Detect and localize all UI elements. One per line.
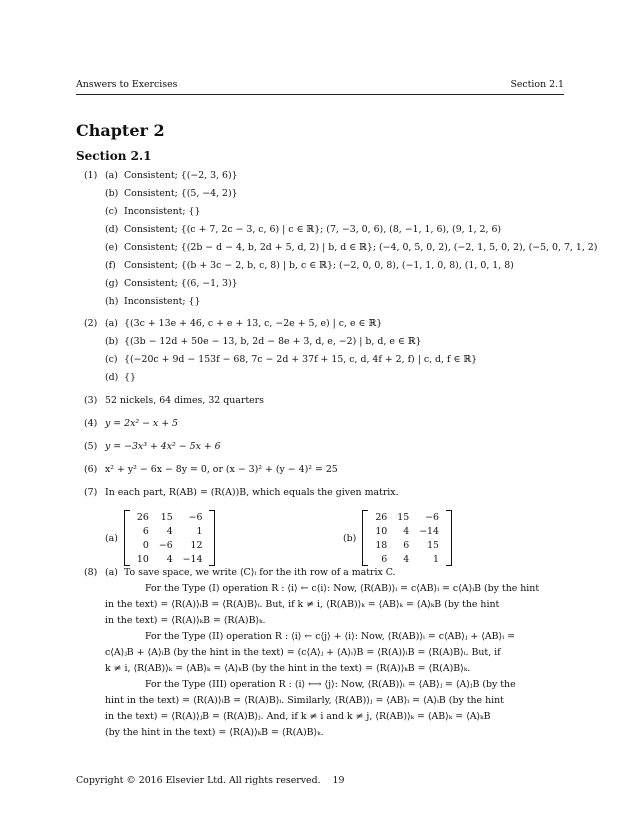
matrix-row — [370, 538, 444, 552]
matrix-b — [362, 510, 452, 566]
matrix-cell: 4 — [403, 525, 410, 537]
answer-text: y = −3x³ + 4x² − 5x + 6 — [105, 441, 221, 452]
exercise-number: (7) — [84, 487, 98, 498]
proof-line: in the text) = ⟨R(A)⟩ⱼB = ⟨R(A)B⟩ⱼ. And, if k ≠ i and k ≠ j, ⟨R(AB)⟩ₖ = ⟨AB⟩ₖ = ⟨A⟩ₖB — [105, 711, 491, 722]
matrix-cell: 10 — [375, 525, 388, 537]
answer-text: Consistent; {(c + 7, 2c − 3, c, 6) | c ∈ ℝ}; (7, −3, 0, 6), (8, −1, 1, 6), (9, 1, 2, 6) — [124, 224, 502, 235]
part-label: (f) — [105, 260, 116, 271]
matrix-block-b — [343, 510, 452, 566]
answer-text: Consistent; {(6, −1, 3)} — [124, 278, 238, 289]
matrix-cell: 6 — [381, 553, 388, 565]
part-label: (b) — [343, 532, 357, 544]
matrix-cell: 1 — [433, 553, 439, 565]
exercise-number: (1) — [84, 170, 98, 181]
answer-text: {(3b − 12d + 50e − 13, b, 2d − 8e + 3, d, e, −2) | b, d, e ∈ ℝ} — [124, 336, 422, 347]
matrix-cell: 4 — [403, 553, 410, 565]
matrix-cell: 10 — [136, 553, 149, 565]
answer-text: {(−20c + 9d − 153f − 68, 7c − 2d + 37f + 15, c, d, 4f + 2, f) | c, d, f ∈ ℝ} — [124, 354, 478, 365]
part-label: (a) — [105, 318, 118, 329]
proof-line: To save space, we write ⟨C⟩ᵢ for the ith row of a matrix C. — [124, 567, 396, 578]
chapter-title: Chapter 2 — [76, 121, 165, 140]
matrix-cell: 26 — [375, 511, 388, 523]
answer-text: Consistent; {(−2, 3, 6)} — [124, 170, 238, 181]
answer-text: Consistent; {(5, −4, 2)} — [124, 188, 238, 199]
matrix-cell: −14 — [419, 525, 439, 537]
matrix-cell: 4 — [166, 553, 173, 565]
part-label: (b) — [105, 336, 119, 347]
matrix-block-a — [105, 510, 215, 566]
answer-text: {(3c + 13e + 46, c + e + 13, c, −2e + 5, e) | c, e ∈ ℝ} — [124, 318, 383, 329]
matrix-row — [132, 510, 208, 524]
exercise-number: (8) — [84, 567, 98, 578]
answer-text: In each part, R(AB) = (R(A))B, which equals the given matrix. — [105, 487, 399, 498]
part-label: (d) — [105, 224, 119, 235]
matrix-row — [132, 524, 208, 538]
answer-text: Consistent; {(b + 3c − 2, b, c, 8) | b, c ∈ ℝ}; (−2, 0, 0, 8), (−1, 1, 0, 8), (1, 0, 1, 8) — [124, 260, 514, 271]
matrix-row — [370, 524, 444, 538]
exercise-number: (5) — [84, 441, 98, 452]
answer-text: Inconsistent; {} — [124, 206, 201, 217]
answer-text: {} — [124, 372, 136, 383]
part-label: (e) — [105, 242, 118, 253]
part-label: (b) — [105, 188, 119, 199]
proof-line: For the Type (II) operation R : ⟨i⟩ ← c⟨j⟩ + ⟨i⟩: Now, ⟨R(AB)⟩ᵢ = c⟨AB⟩ⱼ + ⟨AB⟩ᵢ = — [145, 631, 515, 642]
matrix-cell: 18 — [375, 539, 388, 551]
exercise-number: (6) — [84, 464, 98, 475]
matrix-row — [370, 510, 444, 524]
proof-line: (by the hint in the text) = ⟨R(A)⟩ₖB = ⟨R(A)B⟩ₖ. — [105, 727, 324, 738]
matrix-cell: 4 — [166, 525, 173, 537]
matrix-row — [132, 552, 208, 566]
matrix-cell: −6 — [425, 511, 439, 523]
part-label: (h) — [105, 296, 119, 307]
matrix-row — [370, 552, 444, 566]
proof-line: c⟨A⟩ⱼB + ⟨A⟩ᵢB (by the hint in the text) = (c⟨A⟩ⱼ + ⟨A⟩ᵢ)B = ⟨R(A)⟩ᵢB = ⟨R(A)B⟩ᵢ. But, if — [105, 647, 501, 658]
part-label: (a) — [105, 170, 118, 181]
matrix-cell: 15 — [160, 511, 173, 523]
part-label: (c) — [105, 206, 118, 217]
copyright-footer: Copyright © 2016 Elsevier Ltd. All rights reserved. 19 — [76, 775, 345, 786]
running-header-right: Section 2.1 — [510, 79, 564, 90]
proof-line: in the text) = ⟨R(A)⟩ₖB = ⟨R(A)B⟩ₖ. — [105, 615, 266, 626]
part-label: (c) — [105, 354, 118, 365]
part-label: (a) — [105, 567, 118, 578]
matrix-cell: 0 — [142, 539, 149, 551]
proof-line: k ≠ i, ⟨R(AB)⟩ₖ = ⟨AB⟩ₖ = ⟨A⟩ₖB (by the hint in the text) = ⟨R(A)⟩ₖB = ⟨R(A)B⟩ₖ. — [105, 663, 471, 674]
matrix-cell: 6 — [142, 525, 149, 537]
proof-line: in the text) = ⟨R(A)⟩ᵢB = ⟨R(A)B⟩ᵢ. But, if k ≠ i, ⟨R(AB)⟩ₖ = ⟨AB⟩ₖ = ⟨A⟩ₖB (by the hint — [105, 599, 500, 610]
answer-text: x² + y² − 6x − 8y = 0, or (x − 3)² + (y − 4)² = 25 — [105, 464, 338, 475]
exercise-number: (3) — [84, 395, 98, 406]
matrix-row — [132, 538, 208, 552]
answer-text: y = 2x² − x + 5 — [105, 418, 179, 429]
matrix-a — [124, 510, 216, 566]
header-rule — [76, 94, 564, 95]
part-label: (g) — [105, 278, 119, 289]
proof-line: For the Type (I) operation R : ⟨i⟩ ← c⟨i⟩: Now, ⟨R(AB)⟩ᵢ = c⟨AB⟩ᵢ = c⟨A⟩ᵢB (by the hint — [145, 583, 540, 594]
proof-line: hint in the text) = ⟨R(A)⟩ᵢB = ⟨R(A)B⟩ᵢ. Similarly, ⟨R(AB)⟩ⱼ = ⟨AB⟩ᵢ = ⟨A⟩ᵢB (by the hint — [105, 695, 504, 706]
exercise-number: (4) — [84, 418, 98, 429]
matrix-cell: −6 — [158, 539, 173, 551]
matrix-cell: 12 — [190, 539, 203, 551]
answer-text: Consistent; {(2b − d − 4, b, 2d + 5, d, 2) | b, d ∈ ℝ}; (−4, 0, 5, 0, 2), (−2, 1, 5, 0, 2), (−5, 0, 7, 1, 2) — [124, 242, 598, 253]
matrix-cell: −6 — [188, 511, 203, 523]
section-title: Section 2.1 — [76, 149, 152, 163]
proof-line: For the Type (III) operation R : ⟨i⟩ ⟷ ⟨j⟩: Now, ⟨R(AB)⟩ᵢ = ⟨AB⟩ⱼ = ⟨A⟩ⱼB (by the — [145, 679, 516, 690]
matrix-cell: −14 — [182, 553, 203, 565]
answer-text: 52 nickels, 64 dimes, 32 quarters — [105, 395, 264, 406]
matrix-cell: 15 — [427, 539, 439, 551]
matrix-cell: 6 — [403, 539, 410, 551]
part-label: (a) — [105, 532, 118, 544]
matrix-cell: 15 — [397, 511, 410, 523]
matrix-cell: 26 — [136, 511, 149, 523]
answer-text: Inconsistent; {} — [124, 296, 201, 307]
running-header-left: Answers to Exercises — [76, 79, 178, 90]
exercise-number: (2) — [84, 318, 98, 329]
matrix-cell: 1 — [196, 525, 203, 537]
part-label: (d) — [105, 372, 119, 383]
